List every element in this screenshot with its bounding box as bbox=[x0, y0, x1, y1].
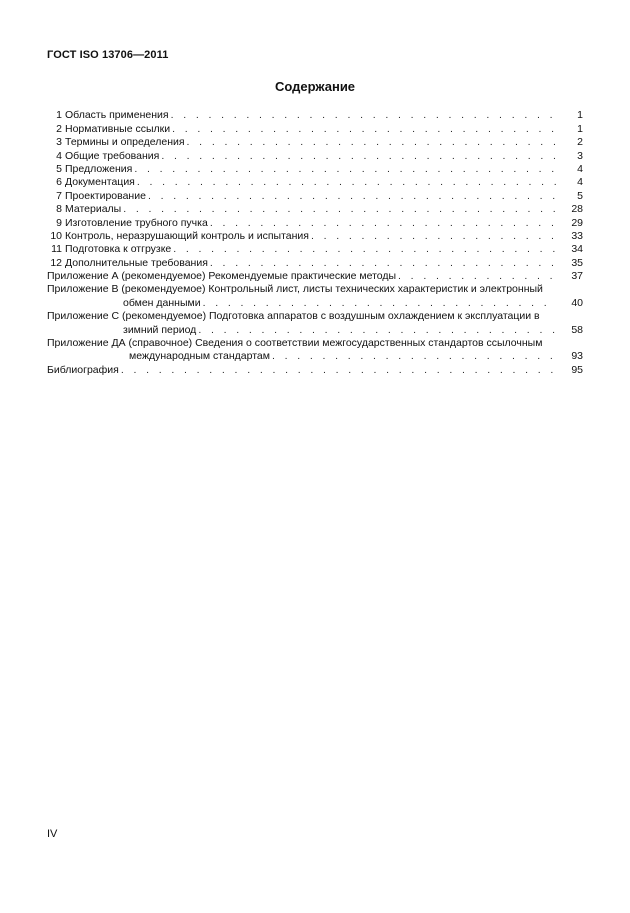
toc-entry-label: Дополнительные требования bbox=[65, 256, 208, 269]
toc-appendix-c[interactable] bbox=[47, 309, 583, 336]
toc-entry-page: 3 bbox=[577, 149, 583, 162]
toc-entry-number: 8 bbox=[56, 203, 62, 216]
dot-leader bbox=[203, 297, 557, 309]
toc-entry-label: Изготовление трубного пучка bbox=[65, 216, 208, 229]
toc-appendix-da[interactable] bbox=[47, 336, 583, 363]
toc-entry-number: 10 bbox=[50, 229, 62, 242]
dot-leader bbox=[123, 203, 557, 215]
toc-entry-1[interactable] bbox=[47, 108, 583, 121]
dot-leader bbox=[198, 324, 557, 336]
toc-entry-9[interactable] bbox=[47, 215, 583, 228]
toc-entry-page: 34 bbox=[571, 243, 583, 256]
dot-leader bbox=[173, 243, 557, 255]
dot-leader bbox=[134, 163, 557, 175]
toc-entry-page: 33 bbox=[571, 229, 583, 242]
toc-entry-7[interactable] bbox=[47, 188, 583, 201]
toc-entry-label: Материалы bbox=[65, 203, 122, 216]
toc-entry-number: 5 bbox=[56, 162, 62, 175]
toc-entry-11[interactable] bbox=[47, 242, 583, 255]
dot-leader bbox=[210, 217, 557, 229]
toc-appendix-b[interactable] bbox=[47, 282, 583, 309]
toc-entry-page: 5 bbox=[577, 189, 583, 202]
toc-entry-6[interactable] bbox=[47, 175, 583, 188]
dot-leader bbox=[137, 176, 557, 188]
toc-entry-number: 7 bbox=[56, 189, 62, 202]
toc-appendix-a[interactable] bbox=[47, 269, 583, 282]
toc-bibliography-label: Библиография bbox=[47, 363, 119, 376]
toc-entry-number: 4 bbox=[56, 149, 62, 162]
toc-entry-page: 35 bbox=[571, 256, 583, 269]
toc-entry-number: 1 bbox=[56, 109, 62, 122]
toc-bibliography-page: 95 bbox=[571, 363, 583, 376]
toc-appendix-label-cont: международным стандартам bbox=[129, 350, 270, 363]
dot-leader bbox=[172, 123, 557, 135]
toc-entry-12[interactable] bbox=[47, 255, 583, 268]
toc-title: Содержание bbox=[274, 79, 356, 94]
toc-entry-number: 11 bbox=[51, 243, 62, 256]
toc-entry-3[interactable] bbox=[47, 135, 583, 148]
dot-leader bbox=[210, 257, 557, 269]
toc-entry-label: Нормативные ссылки bbox=[65, 122, 171, 135]
dot-leader bbox=[187, 136, 557, 148]
toc-entry-number: 6 bbox=[56, 176, 62, 189]
toc-entry-label: Документация bbox=[65, 176, 135, 189]
toc-entry-page: 4 bbox=[577, 176, 583, 189]
toc-entry-label: Общие требования bbox=[65, 149, 160, 162]
toc-entry-number: 3 bbox=[56, 136, 62, 149]
toc-entry-label: Контроль, неразрушающий контроль и испытания bbox=[65, 229, 309, 242]
toc-entry-number: 2 bbox=[56, 122, 62, 135]
page-number: IV bbox=[47, 828, 58, 840]
toc-entry-page: 4 bbox=[577, 162, 583, 175]
toc-entry-label: Термины и определения bbox=[65, 136, 185, 149]
toc-entry-label: Предложения bbox=[65, 162, 133, 175]
toc-appendix-page: 37 bbox=[571, 270, 583, 283]
toc-appendix-label: Приложение В (рекомендуемое) Контрольный лист, листы технических характеристик и электронный bbox=[47, 283, 543, 296]
toc-appendix-page: 58 bbox=[571, 323, 583, 336]
toc-entry-8[interactable] bbox=[47, 202, 583, 215]
toc-entry-2[interactable] bbox=[47, 121, 583, 134]
toc-entry-5[interactable] bbox=[47, 162, 583, 175]
dot-leader bbox=[272, 350, 557, 362]
toc-entry-number: 9 bbox=[56, 216, 62, 229]
toc-entry-4[interactable] bbox=[47, 148, 583, 161]
toc-entry-label: Область применения bbox=[65, 109, 169, 122]
toc-entry-label: Проектирование bbox=[65, 189, 146, 202]
dot-leader bbox=[121, 364, 557, 376]
document-code: ГОСТ ISO 13706—2011 bbox=[47, 49, 169, 61]
dot-leader bbox=[148, 190, 557, 202]
toc-appendix-label-cont: зимний период bbox=[123, 323, 197, 336]
toc-appendix-label: Приложение А (рекомендуемое) Рекомендуемые практические методы bbox=[47, 270, 397, 283]
toc-entry-page: 1 bbox=[577, 122, 583, 135]
toc-entry-page: 2 bbox=[577, 136, 583, 149]
dot-leader bbox=[311, 230, 557, 242]
dot-leader bbox=[161, 150, 557, 162]
toc-entry-label: Подготовка к отгрузке bbox=[65, 243, 172, 256]
toc-appendix-label: Приложение С (рекомендуемое) Подготовка аппаратов с воздушным охлаждением к эксплуатации в bbox=[47, 310, 540, 323]
toc-entry-page: 29 bbox=[571, 216, 583, 229]
dot-leader bbox=[398, 270, 557, 282]
table-of-contents bbox=[47, 108, 583, 376]
toc-entry-page: 1 bbox=[577, 109, 583, 122]
toc-appendix-label-cont: обмен данными bbox=[123, 296, 201, 309]
toc-entry-number: 12 bbox=[50, 256, 62, 269]
dot-leader bbox=[171, 109, 557, 121]
toc-entry-10[interactable] bbox=[47, 229, 583, 242]
toc-bibliography[interactable] bbox=[47, 362, 583, 375]
toc-appendix-page: 93 bbox=[571, 350, 583, 363]
toc-appendix-page: 40 bbox=[571, 296, 583, 309]
toc-entry-page: 28 bbox=[571, 203, 583, 216]
toc-appendix-label: Приложение ДА (справочное) Сведения о соответствии межгосударственных стандартов ссылочным bbox=[47, 337, 543, 350]
